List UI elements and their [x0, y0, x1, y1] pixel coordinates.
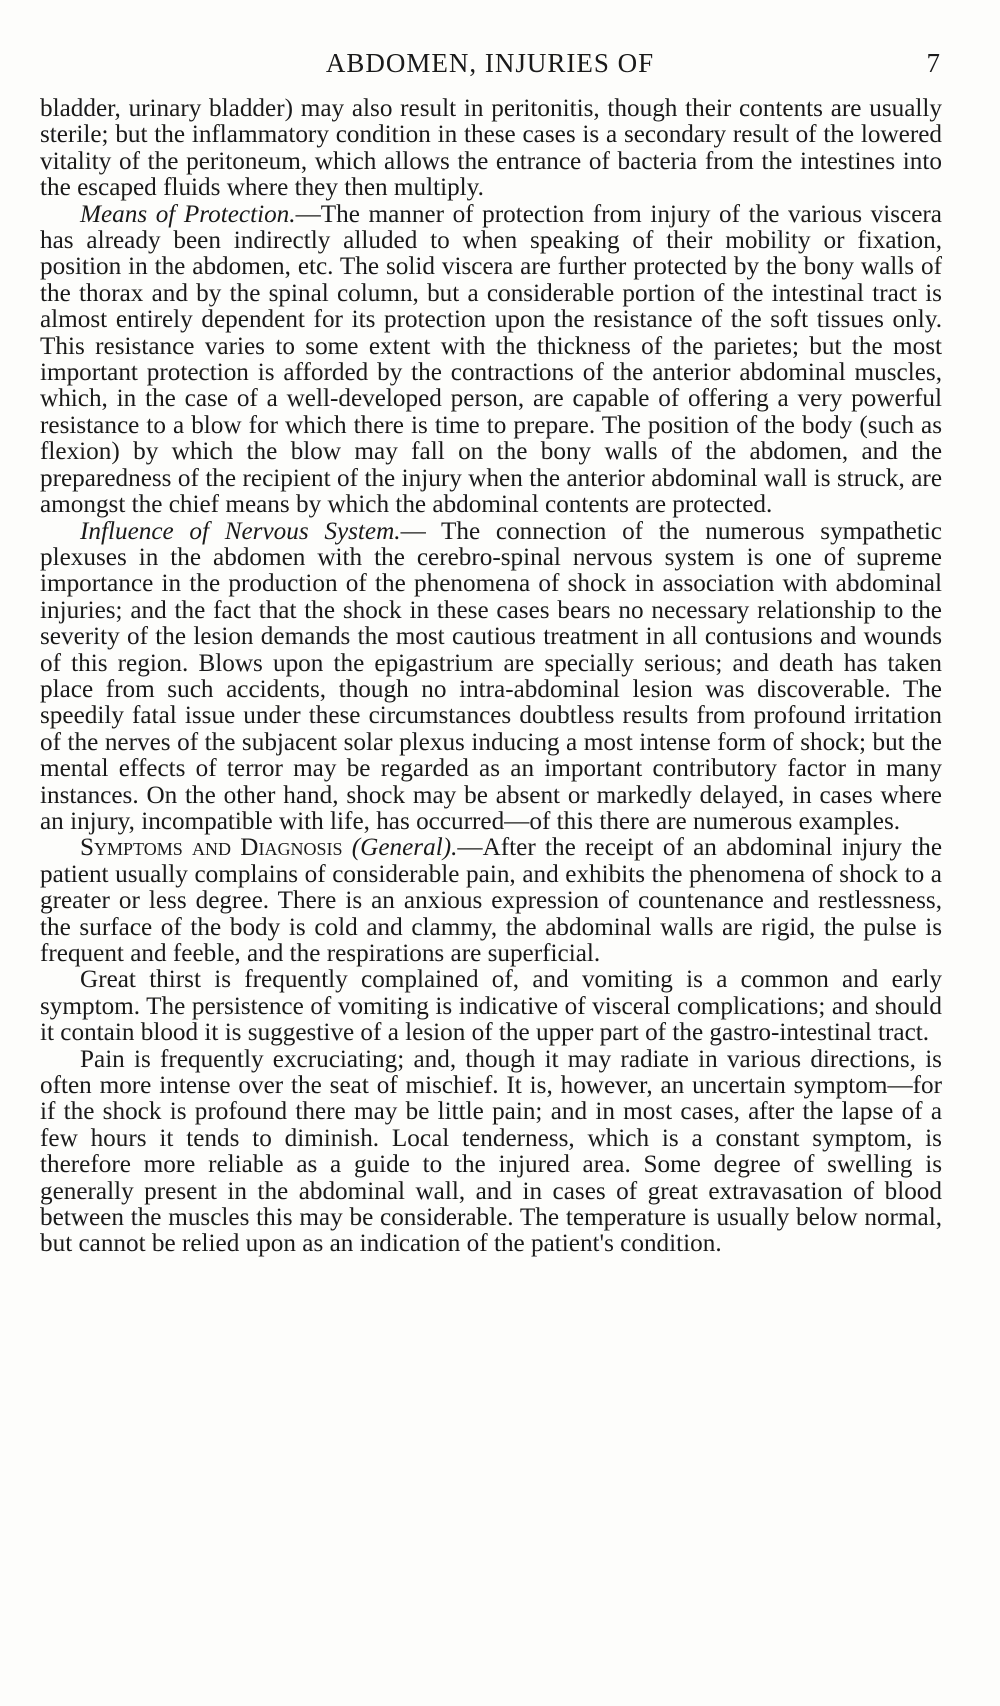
- paragraph-symptoms-and-diagnosis: [40, 835, 942, 967]
- paragraph-text: —After the receipt of an abdominal injury the patient usually complains of considerable pain, and exhibits the phenomena of shock to a greater or less degree. There is an anxious expression of countenance and restlessness, the surface of the body is cold and clammy, the abdominal walls are rigid, the pulse is frequent and feeble, and the respirations are superficial.: [40, 834, 942, 967]
- section-subheading: (General).: [351, 834, 458, 862]
- section-heading: Symptoms and Diagnosis: [80, 834, 343, 862]
- paragraph-continuation: [40, 96, 942, 202]
- paragraph-text: bladder, urinary bladder) may also result in peritonitis, though their contents are usually sterile; but the inflammatory condition in these cases is a secondary result of the lowered vitality of the peritoneum, which allows the entrance of bacteria from the intestines into the escaped fluids where they then multiply.: [40, 95, 942, 202]
- page-number: 7: [926, 48, 940, 78]
- paragraph-heading: Means of Protection.: [80, 200, 296, 228]
- paragraph-thirst-vomiting: [40, 967, 942, 1046]
- paragraph-means-of-protection: [40, 202, 942, 519]
- paragraph-text: Great thirst is frequently complained of, and vomiting is a common and early symptom. The persistence of vomiting is indicative of visceral complications; and should it contain blood it is suggestive of a lesion of the upper part of the gastro-intestinal tract.: [40, 966, 942, 1047]
- running-head: [40, 48, 940, 82]
- body-text: [40, 96, 942, 1258]
- paragraph-pain: [40, 1047, 942, 1258]
- paragraph-influence-of-nervous-system: [40, 519, 942, 836]
- paragraph-text: Pain is frequently excruciating; and, though it may radiate in various directions, is often more intense over the seat of mischief. It is, however, an uncertain symptom—for if the shock is profound there may be little pain; and in most cases, after the lapse of a few hours it tends to diminish. Local tenderness, which is a constant symptom, is therefore more reliable as a guide to the injured area. Some degree of swelling is generally present in the abdominal wall, and in cases of great extravasation of blood between the muscles this may be considerable. The temperature is usually below normal, but cannot be relied upon as an indication of the patient's condition.: [40, 1045, 942, 1258]
- paragraph-text: —The manner of protection from injury of the various viscera has already been indirectly alluded to when speaking of their mobility or fixation, position in the abdomen, etc. The solid viscera are further protected by the bony walls of the thorax and by the spinal column, but a considerable portion of the intestinal tract is almost entirely dependent for its protection upon the resistance of the soft tissues only. This resistance varies to some extent with the thickness of the parietes; but the most important protection is afforded by the contractions of the anterior abdominal muscles, which, in the case of a well-developed person, are capable of offering a very powerful resistance to a blow for which there is time to prepare. The position of the body (such as flexion) by which the blow may fall on the bony walls of the abdomen, and the preparedness of the recipient of the injury when the anterior abdominal wall is struck, are amongst the chief means by which the abdominal contents are protected.: [40, 200, 942, 519]
- paragraph-text: — The connection of the numerous sympathetic plexuses in the abdomen with the cerebro-spinal nervous system is one of supreme importance in the production of the phenomena of shock in association with abdominal injuries; and the fact that the shock in these cases bears no necessary relationship to the severity of the lesion demands the most cautious treatment in all contusions and wounds of this region. Blows upon the epigastrium are specially serious; and death has taken place from such accidents, though no intra-abdominal lesion was discoverable. The speedily fatal issue under these circumstances doubtless results from profound irritation of the nerves of the subjacent solar plexus inducing a most intense form of shock; but the mental effects of terror may be regarded as an important contributory factor in many instances. On the other hand, shock may be absent or markedly delayed, in cases where an injury, incompatible with life, has occurred—of this there are numerous examples.: [40, 517, 942, 835]
- paragraph-heading: Influence of Nervous System.: [80, 517, 401, 545]
- running-title: ABDOMEN, INJURIES OF: [325, 48, 655, 78]
